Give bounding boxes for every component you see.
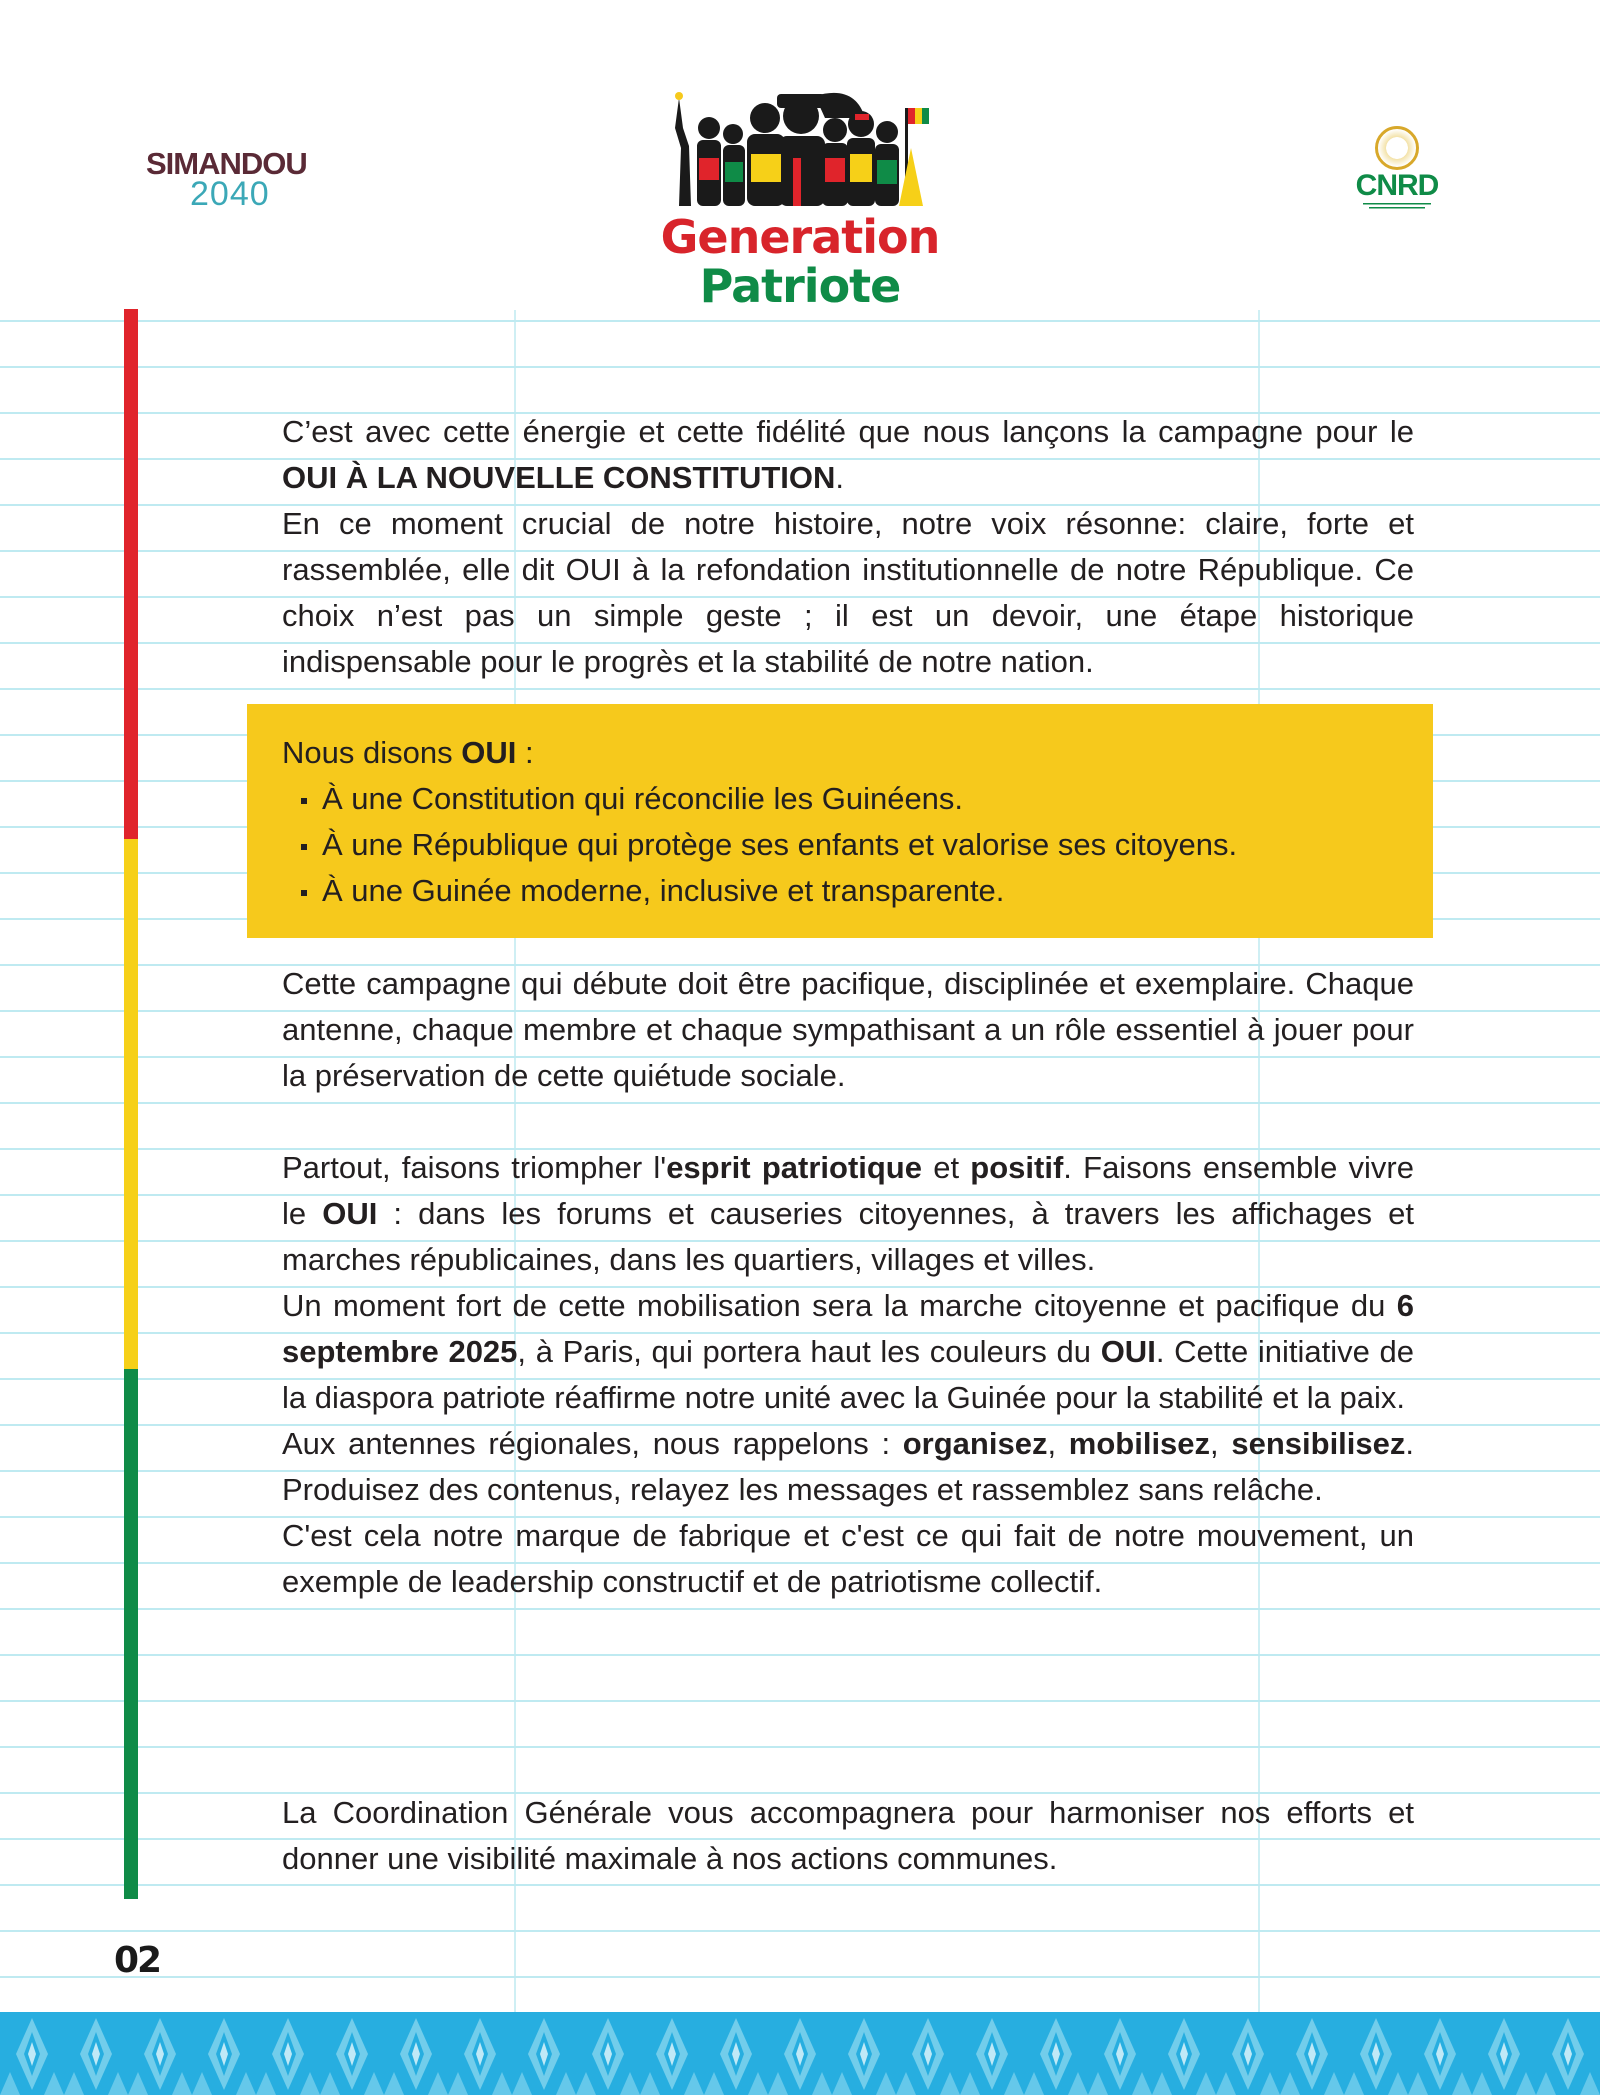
campaign-conduct-section [282, 961, 1414, 1099]
people-illustration-icon [665, 88, 935, 208]
simandou-logo-line2: 2040 [190, 175, 270, 213]
flag-green-segment [124, 1369, 138, 1899]
paragraph-trademark: C'est cela notre marque de fabrique et c'est ce qui fait de notre mouvement, un exemple de leadership constructif et de patriotisme collectif. [282, 1518, 1414, 1599]
simandou-logo-line1: SIMANDOU [146, 146, 307, 181]
cnrd-label: CNRD [1355, 169, 1439, 202]
paragraph-coordination: La Coordination Générale vous accompagnera pour harmoniser nos efforts et donner une visibilité maximale à nos actions communes. [282, 1795, 1414, 1876]
paragraph-regional-antennas: Aux antennes régionales, nous rappelons : organisez, mobilisez, sensibilisez. Produisez des contenus, relayez les messages et rassemblez sans relâche. [282, 1426, 1415, 1507]
coordination-section [282, 1790, 1414, 1882]
cnrd-subtitle-lines [1350, 202, 1444, 214]
flag-red-segment [124, 309, 138, 839]
page-number: 02 [114, 1940, 161, 1981]
paragraph-crucial-moment: En ce moment crucial de notre histoire, notre voix résonne: claire, forte et rassemblée, elle dit OUI à la refondation institutionnelle de notre République. Ce choix n’est pas un simple geste ; il est un devoir, une étape historique indispensable pour le progrès et la stabilité de notre nation. [282, 506, 1414, 679]
footer-pattern-band [0, 2012, 1600, 2095]
simandou-2040-logo [146, 148, 336, 214]
patriote-title: Patriote [699, 259, 901, 313]
generation-title: Generation [660, 210, 940, 264]
diamond-pattern-icon [0, 2012, 1600, 2095]
mobilisation-section [282, 1145, 1414, 1605]
callout-list-item: À une République qui protège ses enfants et valorise ses citoyens. [282, 822, 1414, 868]
paragraph-campaign: C’est avec cette énergie et cette fidélité que nous lançons la campagne pour le OUI À LA NOUVELLE CONSTITUTION. [282, 414, 1414, 495]
paragraph-paris-march: Un moment fort de cette mobilisation sera la marche citoyenne et pacifique du 6 septembre 2025, à Paris, qui portera haut les couleurs du OUI. Cette initiative de la diaspora patriote réaffirme notre unité avec la Guinée pour la stabilité et la paix. [282, 1288, 1414, 1415]
flag-yellow-segment [124, 839, 138, 1369]
cnrd-logo [1350, 126, 1444, 222]
callout-intro: Nous disons OUI : [282, 735, 534, 770]
cnrd-tagline-icon [1357, 202, 1437, 212]
callout-content [282, 730, 1414, 914]
flag-color-bar [124, 309, 138, 1899]
paragraph-peaceful: Cette campagne qui débute doit être pacifique, disciplinée et exemplaire. Chaque antenne, chaque membre et chaque sympathisant a un rôle essentiel à jouer pour la préservation de cette quiétude sociale. [282, 966, 1414, 1093]
callout-list-item: À une Constitution qui réconcilie les Guinéens. [282, 776, 1414, 822]
generation-patriote-logo [660, 88, 940, 318]
paragraph-patriotic-spirit: Partout, faisons triompher l'esprit patriotique et positif. Faisons ensemble vivre le OUI : dans les forums et causeries citoyennes, à travers les affichages et marches républicaines, dans les quartiers, villages et villes. [282, 1150, 1414, 1277]
callout-list-item: À une Guinée moderne, inclusive et transparente. [282, 868, 1414, 914]
cnrd-emblem-icon [1375, 126, 1419, 170]
intro-section [282, 409, 1414, 685]
